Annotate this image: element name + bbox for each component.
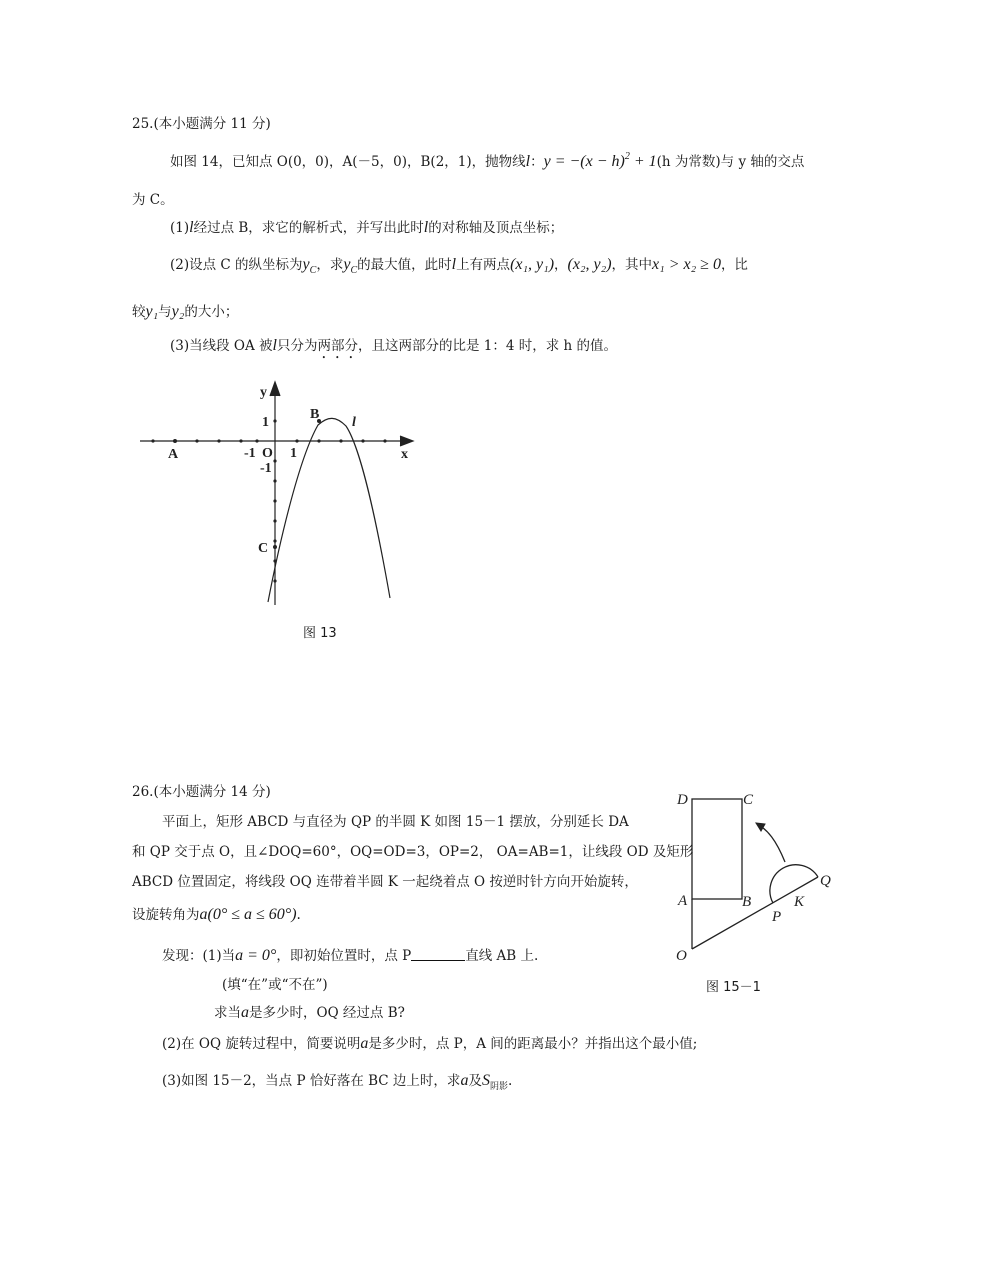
y-tick xyxy=(273,579,276,582)
q25-part2-cont xyxy=(132,300,238,321)
label-origin: O xyxy=(262,446,273,461)
q25-p2-y1: y₁ xyxy=(145,303,159,320)
label-x-neg1: -1 xyxy=(244,446,256,461)
label-K: K xyxy=(794,894,805,910)
label-B: B xyxy=(742,894,752,910)
y-tick xyxy=(273,419,276,422)
q25-p2-text-g: 较 xyxy=(132,304,146,320)
label-P: P xyxy=(772,909,782,925)
q25-part1 xyxy=(170,216,563,237)
label-O: O xyxy=(676,948,687,964)
label-C: C xyxy=(258,541,269,556)
q26-figure-caption: 图 15－1 xyxy=(706,980,761,995)
q25-p3-text-b: 只分为 xyxy=(276,338,318,354)
line-OQ xyxy=(692,877,818,949)
q25-p2-point1: (x₁, y₁) xyxy=(510,256,555,273)
x-tick xyxy=(255,439,258,442)
parabola-curve xyxy=(268,418,390,602)
label-C: C xyxy=(743,792,754,808)
q26-part3 xyxy=(162,1069,512,1092)
q26-p3-text-b: 及 xyxy=(468,1073,482,1089)
q25-figure xyxy=(138,380,428,610)
q25-p2-y2: y₂ xyxy=(171,303,185,320)
q26-p2-text: (2)在 OQ 旋转过程中，简要说明 xyxy=(162,1036,361,1052)
label-l: l xyxy=(352,415,356,430)
q25-formula-exp: 2 xyxy=(624,151,630,162)
q26-line2: 和 QP 交于点 O，且∠DOQ=60°，OQ=OD=3，OP=2， OA=AB=1，让线段 OD 及矩形 xyxy=(132,844,694,860)
rectangle-ABCD xyxy=(692,799,742,899)
q25-p2-inequality: x₁ > x₂ ≥ 0 xyxy=(652,256,721,273)
point-C xyxy=(273,545,277,549)
y-tick xyxy=(273,479,276,482)
q25-p2-l: l xyxy=(451,256,457,273)
y-axis-label: y xyxy=(260,385,267,400)
x-tick xyxy=(317,439,320,442)
q25-intro-text-b: (h 为常数)与 y 轴的交点 xyxy=(656,154,805,170)
q26-d3-text: 求当 xyxy=(214,1005,241,1021)
q26-p3-period: . xyxy=(507,1073,513,1089)
q25-p2-sep: ， xyxy=(554,257,568,273)
q25-p1-l2: l xyxy=(423,219,429,236)
q25-formula xyxy=(544,153,657,170)
q25-part2 xyxy=(170,253,748,276)
label-y-neg1: -1 xyxy=(260,461,272,476)
q25-p3-l: l xyxy=(272,337,277,354)
label-y-1: 1 xyxy=(262,415,269,430)
q25-intro xyxy=(170,150,804,171)
label-Q: Q xyxy=(820,873,831,889)
label-A: A xyxy=(168,447,179,462)
q25-p2-text-f: ，比 xyxy=(720,257,748,273)
q25-figure-caption: 图 13 xyxy=(303,626,337,641)
q25-p2-yc2-sub: C xyxy=(350,265,358,276)
q26-discover1 xyxy=(162,944,538,965)
q26-l4-angle: a(0° ≤ a ≤ 60°) xyxy=(199,906,297,923)
q26-d1-text-b: ，即初始位置时，点 P xyxy=(276,948,412,964)
q25-p1-l: l xyxy=(189,219,194,236)
q25-p2-yc xyxy=(302,256,317,276)
y-tick xyxy=(273,539,276,542)
y-tick xyxy=(273,459,276,462)
x-axis-arrow-icon xyxy=(400,436,413,446)
q26-p3-var: a xyxy=(460,1072,469,1089)
q25-p2-yc2-main: y xyxy=(343,256,351,273)
q25-p3-emphasis: 两部分 xyxy=(317,338,358,354)
q26-part2 xyxy=(162,1032,697,1053)
arrowhead-icon xyxy=(756,823,765,831)
q25-p2-text-d: 上有两点 xyxy=(456,257,511,273)
x-tick xyxy=(217,439,220,442)
label-B: B xyxy=(310,407,320,422)
q26-figure xyxy=(670,785,850,975)
x-tick xyxy=(361,439,364,442)
q26-p2-text-b: 是多少时，点 P，A 间的距离最小？并指出这个最小值; xyxy=(368,1036,698,1052)
x-axis-label: x xyxy=(401,447,408,462)
q25-p2-yc-sub: C xyxy=(309,265,317,276)
x-tick xyxy=(295,439,298,442)
x-tick xyxy=(239,439,242,442)
q26-line3: ABCD 位置固定，将线段 OQ 连带着半圆 K 一起绕着点 O 按逆时针方向开始旋转， xyxy=(132,874,638,890)
label-x-1: 1 xyxy=(290,446,297,461)
x-tick xyxy=(339,439,342,442)
point-A xyxy=(173,439,177,443)
q25-p2-text-i: 的大小； xyxy=(184,304,239,320)
q25-p2-text-h: 与 xyxy=(158,304,172,320)
q25-p2-text-b: ，求 xyxy=(316,257,344,273)
q26-p3-S: S xyxy=(481,1072,490,1089)
q26-discover3 xyxy=(214,1001,405,1022)
q25-p2-text-e: ，其中 xyxy=(611,257,653,273)
q25-intro-l: l xyxy=(525,153,531,170)
q26-p3-area xyxy=(481,1072,508,1092)
q25-intro-text: 如图 14，已知点 O(0，0)，A(－5，0)，B(2，1)，抛物线 xyxy=(170,154,526,170)
x-tick xyxy=(383,439,386,442)
q25-p2-point2: (x₂, y₂) xyxy=(567,256,612,273)
q26-p2-var: a xyxy=(360,1035,369,1052)
y-tick xyxy=(273,519,276,522)
q25-p2-text-c: 的最大值，此时 xyxy=(357,257,452,273)
q25-p2-yc-main: y xyxy=(302,256,310,273)
q25-formula-tail: + 1 xyxy=(629,153,657,170)
q25-header: 25.(本小题满分 11 分) xyxy=(132,116,271,132)
q26-d1-angle: a = 0° xyxy=(235,947,277,964)
q26-l4-period: . xyxy=(296,907,301,923)
y-tick xyxy=(273,499,276,502)
q26-p3-S-sub: 阴影 xyxy=(489,1082,508,1092)
answer-blank[interactable] xyxy=(411,948,465,961)
q25-formula-main: y = −(x − h) xyxy=(543,153,625,170)
x-tick xyxy=(151,439,154,442)
y-axis-arrow-icon xyxy=(270,382,280,396)
q25-intro-colon: ： xyxy=(530,154,544,170)
q25-p3-text: (3)当线段 OA 被 xyxy=(170,338,273,354)
q26-d3-text-b: 是多少时，OQ 经过点 B? xyxy=(249,1005,405,1021)
q26-l4-text: 设旋转角为 xyxy=(132,907,200,923)
q26-header: 26.(本小题满分 14 分) xyxy=(132,784,271,800)
q25-p1-text2: 的对称轴及顶点坐标； xyxy=(428,220,564,236)
q25-intro-cont: 为 C。 xyxy=(132,192,174,208)
q26-discover2: (填“在”或“不在”) xyxy=(222,977,328,993)
q25-part3 xyxy=(170,334,617,362)
q26-p3-text: (3)如图 15－2，当点 P 恰好落在 BC 边上时，求 xyxy=(162,1073,461,1089)
q26-d1-text-c: 直线 AB 上. xyxy=(465,948,539,964)
q26-line1: 平面上，矩形 ABCD 与直径为 QP 的半圆 K 如图 15－1 摆放，分别延长 DA xyxy=(162,814,629,830)
x-tick xyxy=(195,439,198,442)
q26-d1-text: 发现：(1)当 xyxy=(162,948,236,964)
q25-p2-yc2 xyxy=(343,256,358,276)
q26-line4 xyxy=(132,903,301,924)
q26-d3-var: a xyxy=(241,1004,249,1021)
label-A: A xyxy=(678,893,688,909)
q25-p1-num: (1) xyxy=(170,220,190,236)
q25-p3-text-c: ，且这两部分的比是 1：4 时，求 h 的值。 xyxy=(357,338,618,354)
label-D: D xyxy=(677,792,688,808)
q25-p1-text: 经过点 B，求它的解析式，并写出此时 xyxy=(193,220,424,236)
y-tick xyxy=(273,559,276,562)
q25-p2-text: (2)设点 C 的纵坐标为 xyxy=(170,257,303,273)
